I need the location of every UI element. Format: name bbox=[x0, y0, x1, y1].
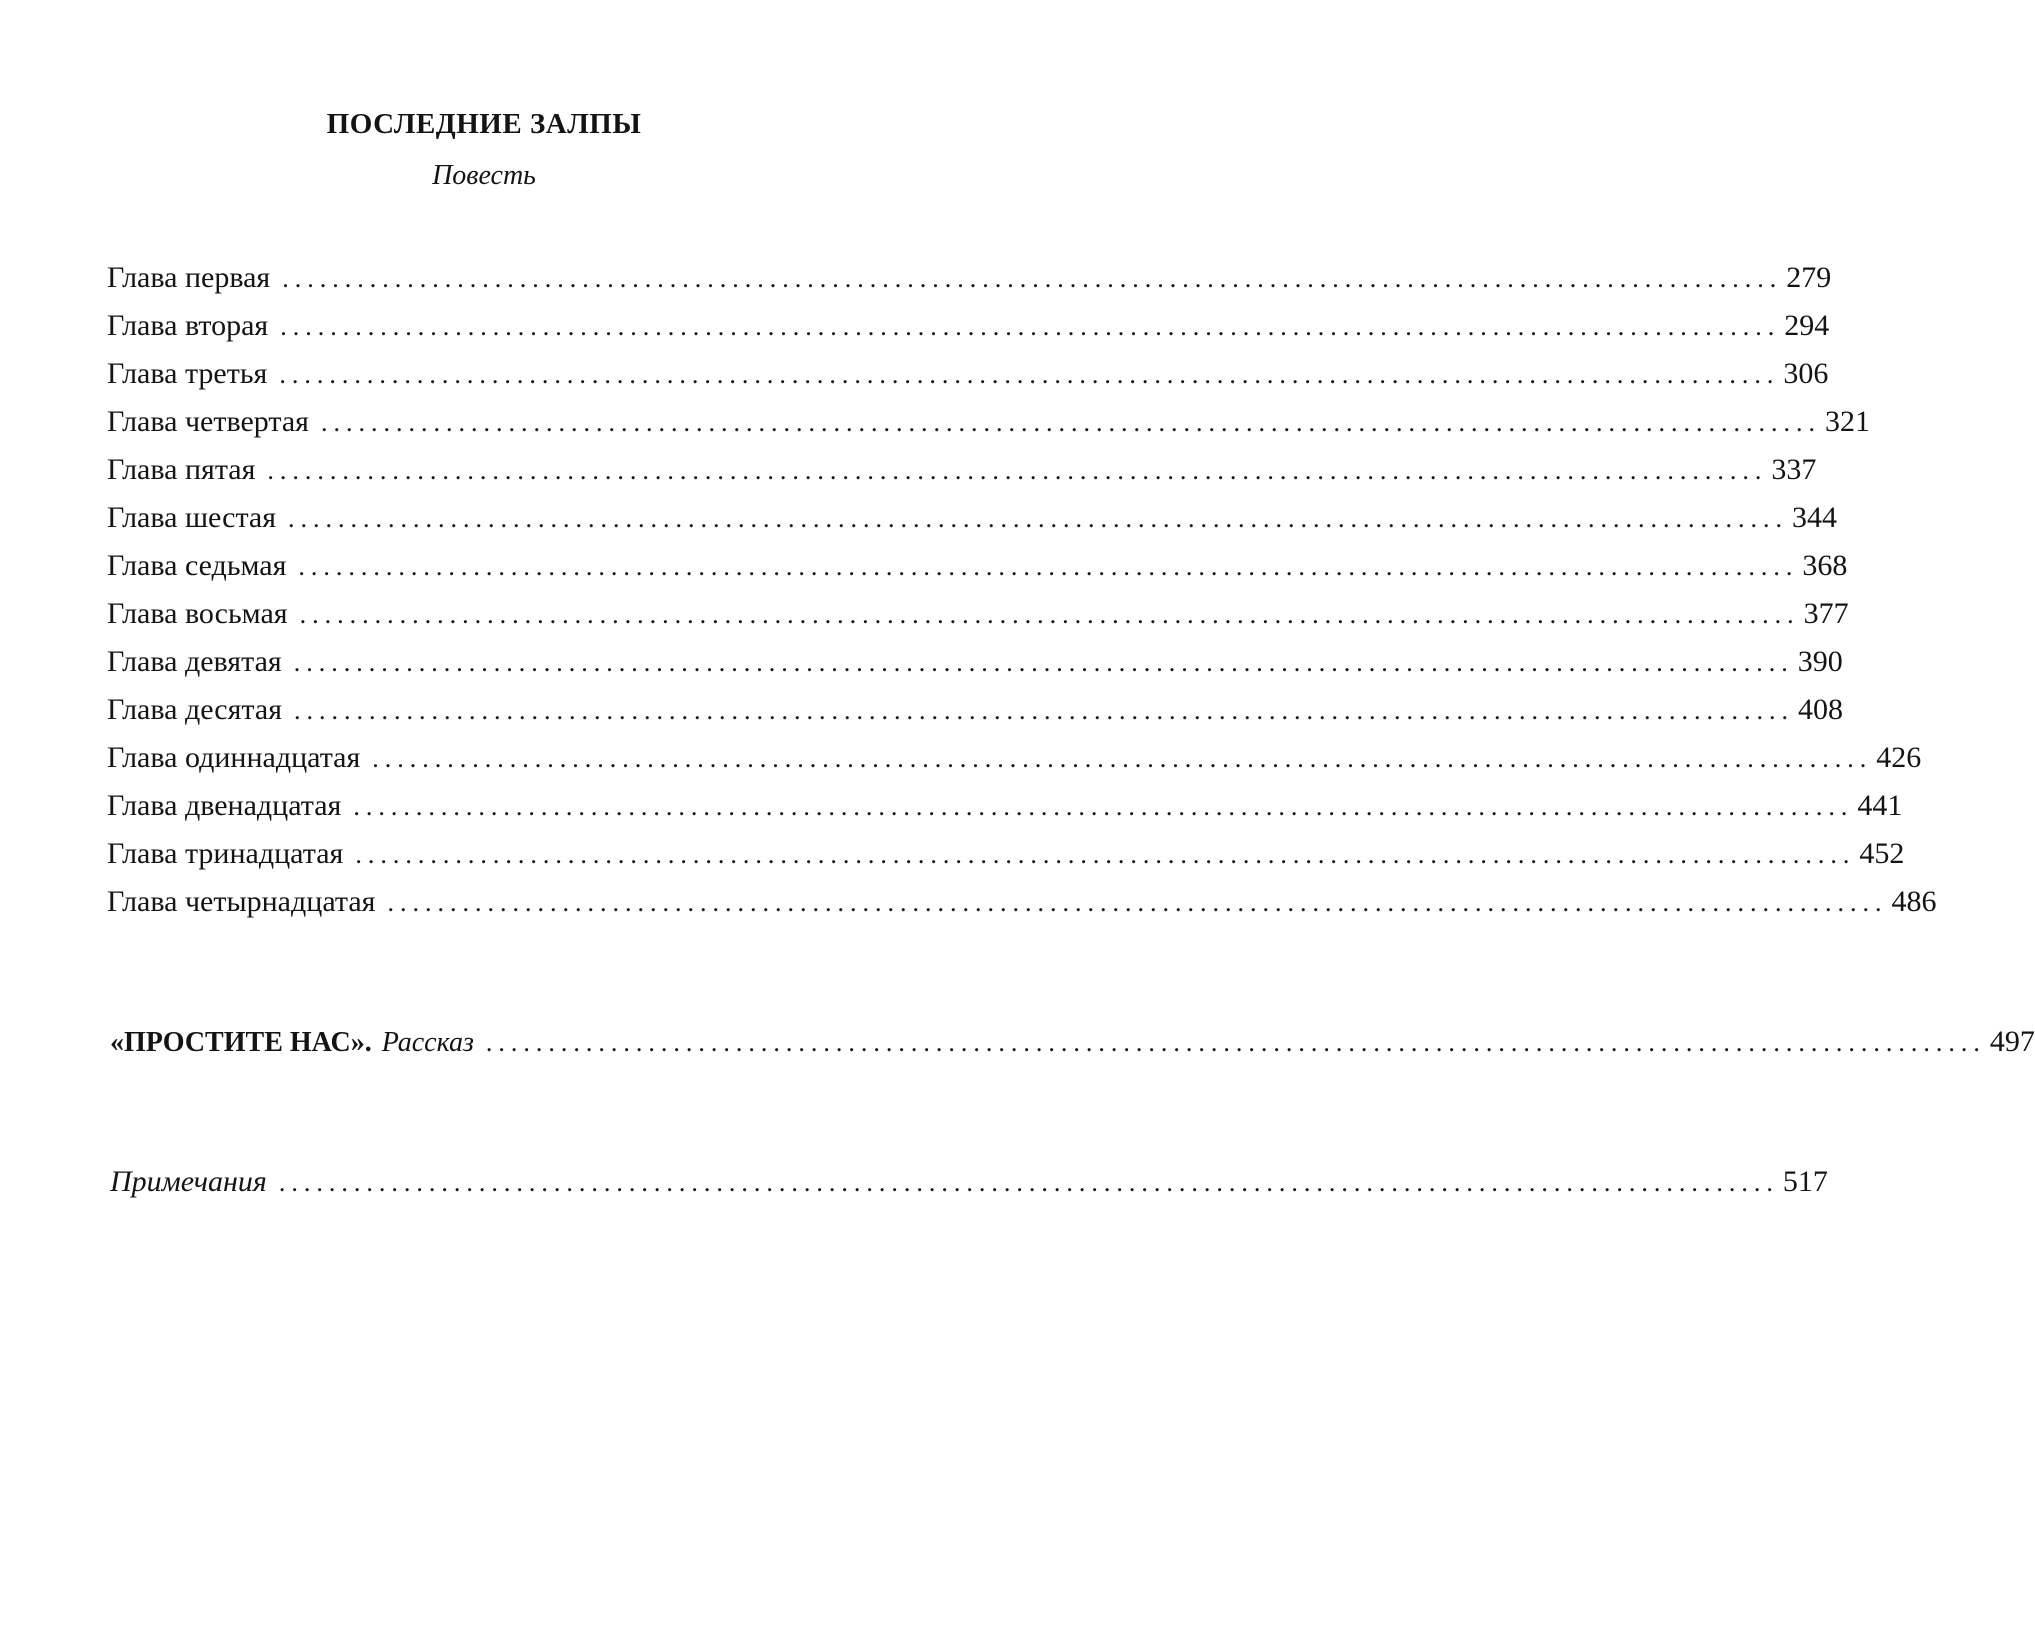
dot-leader: ........................................................................................................................ bbox=[267, 456, 1768, 485]
chapter-label: Глава шестая bbox=[107, 501, 277, 534]
toc-entry[interactable] bbox=[107, 254, 1832, 302]
toc-entry[interactable] bbox=[107, 494, 1838, 542]
story-label bbox=[110, 1019, 486, 1071]
page-number: 486 bbox=[1891, 885, 1937, 918]
dot-leader: ........................................................................................................................ bbox=[278, 1168, 1779, 1197]
story-title: «ПРОСТИТЕ НАС». bbox=[110, 1027, 372, 1058]
chapter-label: Глава четвертая bbox=[107, 405, 309, 438]
page-number: 294 bbox=[1784, 309, 1830, 342]
chapter-label: Глава четырнадцатая bbox=[107, 885, 376, 918]
dot-leader: ........................................................................................................................ bbox=[387, 888, 1888, 917]
page-number: 517 bbox=[1782, 1165, 1828, 1198]
page-number: 390 bbox=[1797, 645, 1843, 678]
toc-entry[interactable] bbox=[107, 878, 1937, 926]
toc-entry[interactable] bbox=[107, 638, 1843, 686]
chapter-label: Глава одиннадцатая bbox=[107, 741, 361, 774]
dot-leader: ........................................................................................................................ bbox=[288, 504, 1789, 533]
page-number: 426 bbox=[1876, 741, 1922, 774]
toc-entry[interactable] bbox=[107, 398, 1870, 446]
story-genre: Рассказ bbox=[381, 1027, 474, 1058]
dot-leader: ........................................................................................................................ bbox=[320, 408, 1821, 437]
page-number: 368 bbox=[1802, 549, 1848, 582]
page-number: 344 bbox=[1792, 501, 1838, 534]
page-number: 408 bbox=[1798, 693, 1843, 726]
dot-leader: ........................................................................................................................ bbox=[372, 744, 1873, 773]
chapter-label: Глава тринадцатая bbox=[107, 837, 344, 870]
dot-leader: ........................................................................................................................ bbox=[298, 552, 1799, 581]
dot-leader: ........................................................................................................................ bbox=[280, 312, 1781, 341]
page-number: 377 bbox=[1803, 597, 1849, 630]
page-number: 452 bbox=[1859, 837, 1905, 870]
toc-entry[interactable] bbox=[107, 734, 1922, 782]
chapter-label: Глава десятая bbox=[107, 693, 282, 726]
dot-leader: ........................................................................................................................ bbox=[353, 792, 1854, 821]
chapter-label: Глава первая bbox=[107, 261, 271, 294]
dot-leader: ........................................................................................................................ bbox=[279, 360, 1780, 389]
toc-entry-notes[interactable] bbox=[110, 1158, 1828, 1206]
toc-entry[interactable] bbox=[107, 830, 1905, 878]
toc-entry[interactable] bbox=[107, 590, 1849, 638]
dot-leader: ........................................................................................................................ bbox=[355, 840, 1856, 869]
dot-leader: ........................................................................................................................ bbox=[293, 648, 1794, 677]
page-number: 337 bbox=[1771, 453, 1817, 486]
toc-entry[interactable] bbox=[107, 686, 1843, 734]
toc-entry[interactable] bbox=[107, 302, 1830, 350]
chapter-label: Глава седьмая bbox=[107, 549, 287, 582]
page-number: 497 bbox=[1989, 1025, 2035, 1058]
notes-title: Примечания bbox=[110, 1165, 267, 1198]
dot-leader: ........................................................................................................................ bbox=[282, 264, 1783, 293]
section-subtitle: Повесть bbox=[432, 160, 536, 191]
toc-entry[interactable] bbox=[107, 542, 1848, 590]
page-number: 321 bbox=[1824, 405, 1870, 438]
chapter-label: Глава двенадцатая bbox=[107, 789, 342, 822]
chapter-label: Глава девятая bbox=[107, 645, 282, 678]
dot-leader: ........................................................................................................................ bbox=[485, 1028, 1986, 1057]
page-number: 306 bbox=[1783, 357, 1829, 390]
chapter-label: Глава вторая bbox=[107, 309, 269, 342]
toc-entry[interactable] bbox=[107, 446, 1817, 494]
section-title: ПОСЛЕДНИЕ ЗАЛПЫ bbox=[326, 108, 642, 140]
toc-entry[interactable] bbox=[107, 782, 1903, 830]
chapter-label: Глава третья bbox=[107, 357, 268, 390]
toc-entry[interactable] bbox=[107, 350, 1829, 398]
page-number: 279 bbox=[1786, 261, 1832, 294]
toc-entry-story[interactable] bbox=[110, 1018, 2035, 1066]
dot-leader: ........................................................................................................................ bbox=[294, 696, 1794, 725]
chapter-list bbox=[107, 254, 1937, 926]
page-number: 441 bbox=[1857, 789, 1903, 822]
chapter-label: Глава восьмая bbox=[107, 597, 288, 630]
chapter-label: Глава пятая bbox=[107, 453, 256, 486]
dot-leader: ........................................................................................................................ bbox=[299, 600, 1800, 629]
